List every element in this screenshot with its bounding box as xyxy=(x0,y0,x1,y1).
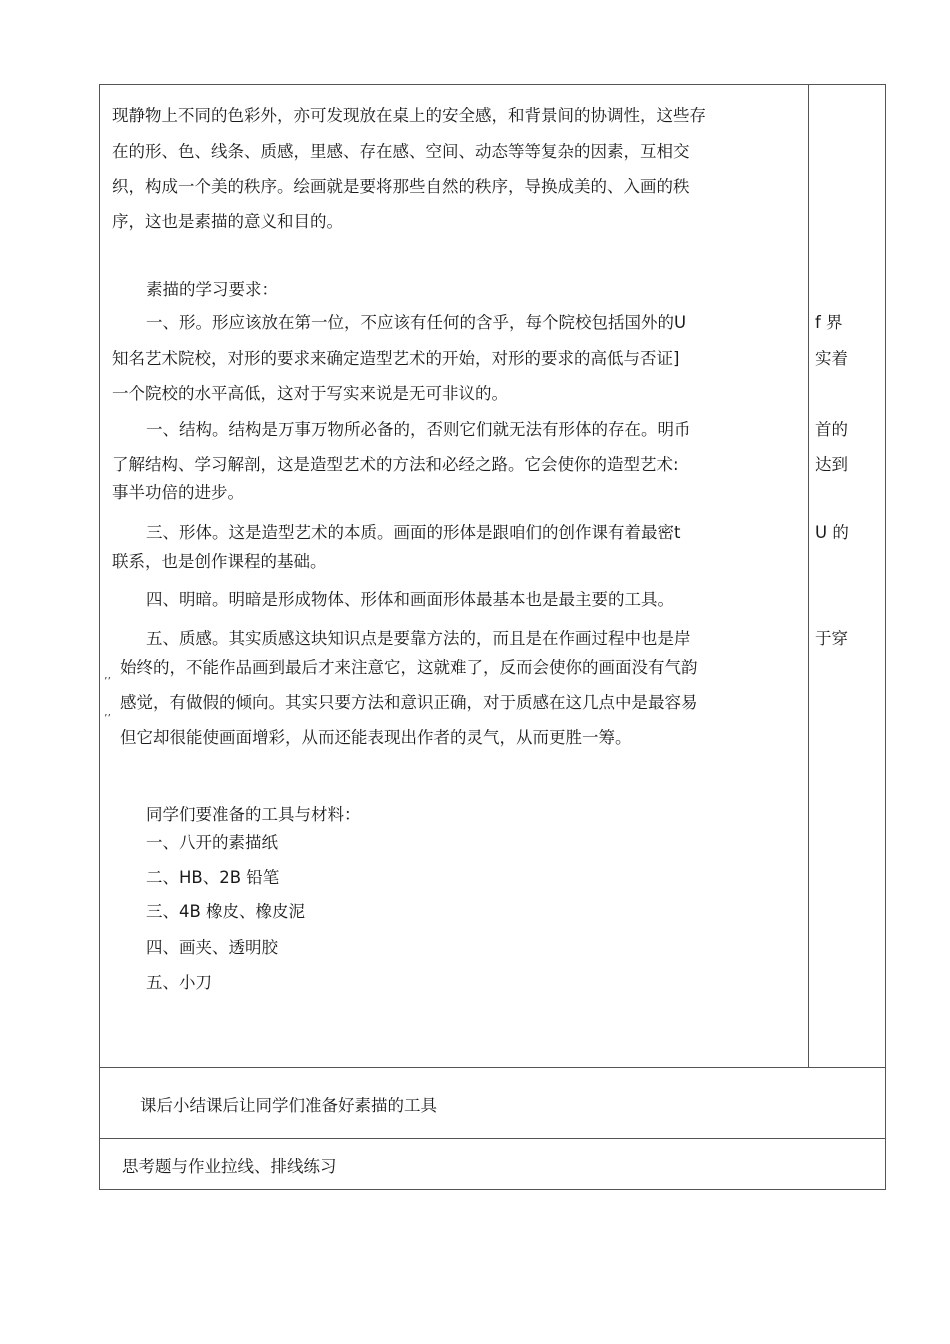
req1-line-3: 一个院校的水平高低，这对于写实来说是无可非议的。 xyxy=(112,384,508,403)
side-text-1: f 界 xyxy=(815,313,843,332)
tools-item-3: 三、4B 橡皮、橡皮泥 xyxy=(146,902,306,921)
tools-title: 同学们要准备的工具与材料： xyxy=(146,805,361,824)
req5-line-1: 五、质感。其实质感这块知识点是要靠方法的，而且是在作画过程中也是岸 xyxy=(146,629,691,648)
tools-item-5: 五、小刀 xyxy=(146,973,212,992)
req2-line-1: 一、结构。结构是万事万物所必备的，否则它们就无法有形体的存在。明币 xyxy=(146,420,691,439)
summary-text: 课后小结课后让同学们准备好素描的工具 xyxy=(140,1096,437,1115)
req3-line-2: 联系，也是创作课程的基础。 xyxy=(112,552,327,571)
tools-item-4: 四、画夹、透明胶 xyxy=(146,938,278,957)
side-text-4: 达到 xyxy=(815,455,848,474)
quote-mark-2: ’’ xyxy=(104,712,111,725)
side-text-6: 于穿 xyxy=(815,629,848,648)
req5-line-2: 始终的，不能作品画到最后才来注意它，这就难了，反而会使你的画面没有气韵 xyxy=(120,658,698,677)
req1-line-1: 一、形。形应该放在第一位，不应该有任何的含乎，每个院校包括国外的U xyxy=(146,313,687,332)
requirements-title: 素描的学习要求： xyxy=(146,280,278,299)
tools-item-2: 二、HB、2B 铅笔 xyxy=(146,868,280,887)
row-divider-summary xyxy=(99,1067,886,1068)
req5-line-4: 但它却很能使画面增彩，从而还能表现出作者的灵气，从而更胜一筹。 xyxy=(120,728,632,747)
tools-item-1: 一、八开的素描纸 xyxy=(146,833,278,852)
row-divider-homework xyxy=(99,1138,886,1139)
intro-line-4: 序，这也是素描的意义和目的。 xyxy=(112,212,343,231)
homework-text: 思考题与作业拉线、排线练习 xyxy=(122,1157,337,1176)
req3-line-1: 三、形体。这是造型艺术的本质。画面的形体是跟咱们的创作课有着最密t xyxy=(146,523,681,542)
req2-line-2: 了解结构、学习解剖，这是造型艺术的方法和必经之路。它会使你的造型艺术: xyxy=(112,455,679,474)
side-text-5: U 的 xyxy=(815,523,849,542)
side-text-2: 实着 xyxy=(815,349,848,368)
req4-line: 四、明暗。明暗是形成物体、形体和画面形体最基本也是最主要的工具。 xyxy=(146,590,674,609)
quote-mark-1: ’’ xyxy=(104,675,111,688)
side-text-3: 首的 xyxy=(815,420,848,439)
intro-line-1: 现静物上不同的色彩外，亦可发现放在桌上的安全感，和背景间的协调性，这些存 xyxy=(112,106,706,125)
intro-line-3: 织，构成一个美的秩序。绘画就是要将那些自然的秩序，导换成美的、入画的秩 xyxy=(112,177,690,196)
req1-line-2: 知名艺术院校，对形的要求来确定造型艺术的开始，对形的要求的高低与否证] xyxy=(112,349,680,368)
column-divider xyxy=(808,84,809,1067)
intro-line-2: 在的形、色、线条、质感，里感、存在感、空间、动态等等复杂的因素，互相交 xyxy=(112,142,690,161)
req5-line-3: 感觉，有做假的倾向。其实只要方法和意识正确，对于质感在这几点中是最容易 xyxy=(120,693,698,712)
req2-line-3: 事半功倍的进步。 xyxy=(112,483,244,502)
